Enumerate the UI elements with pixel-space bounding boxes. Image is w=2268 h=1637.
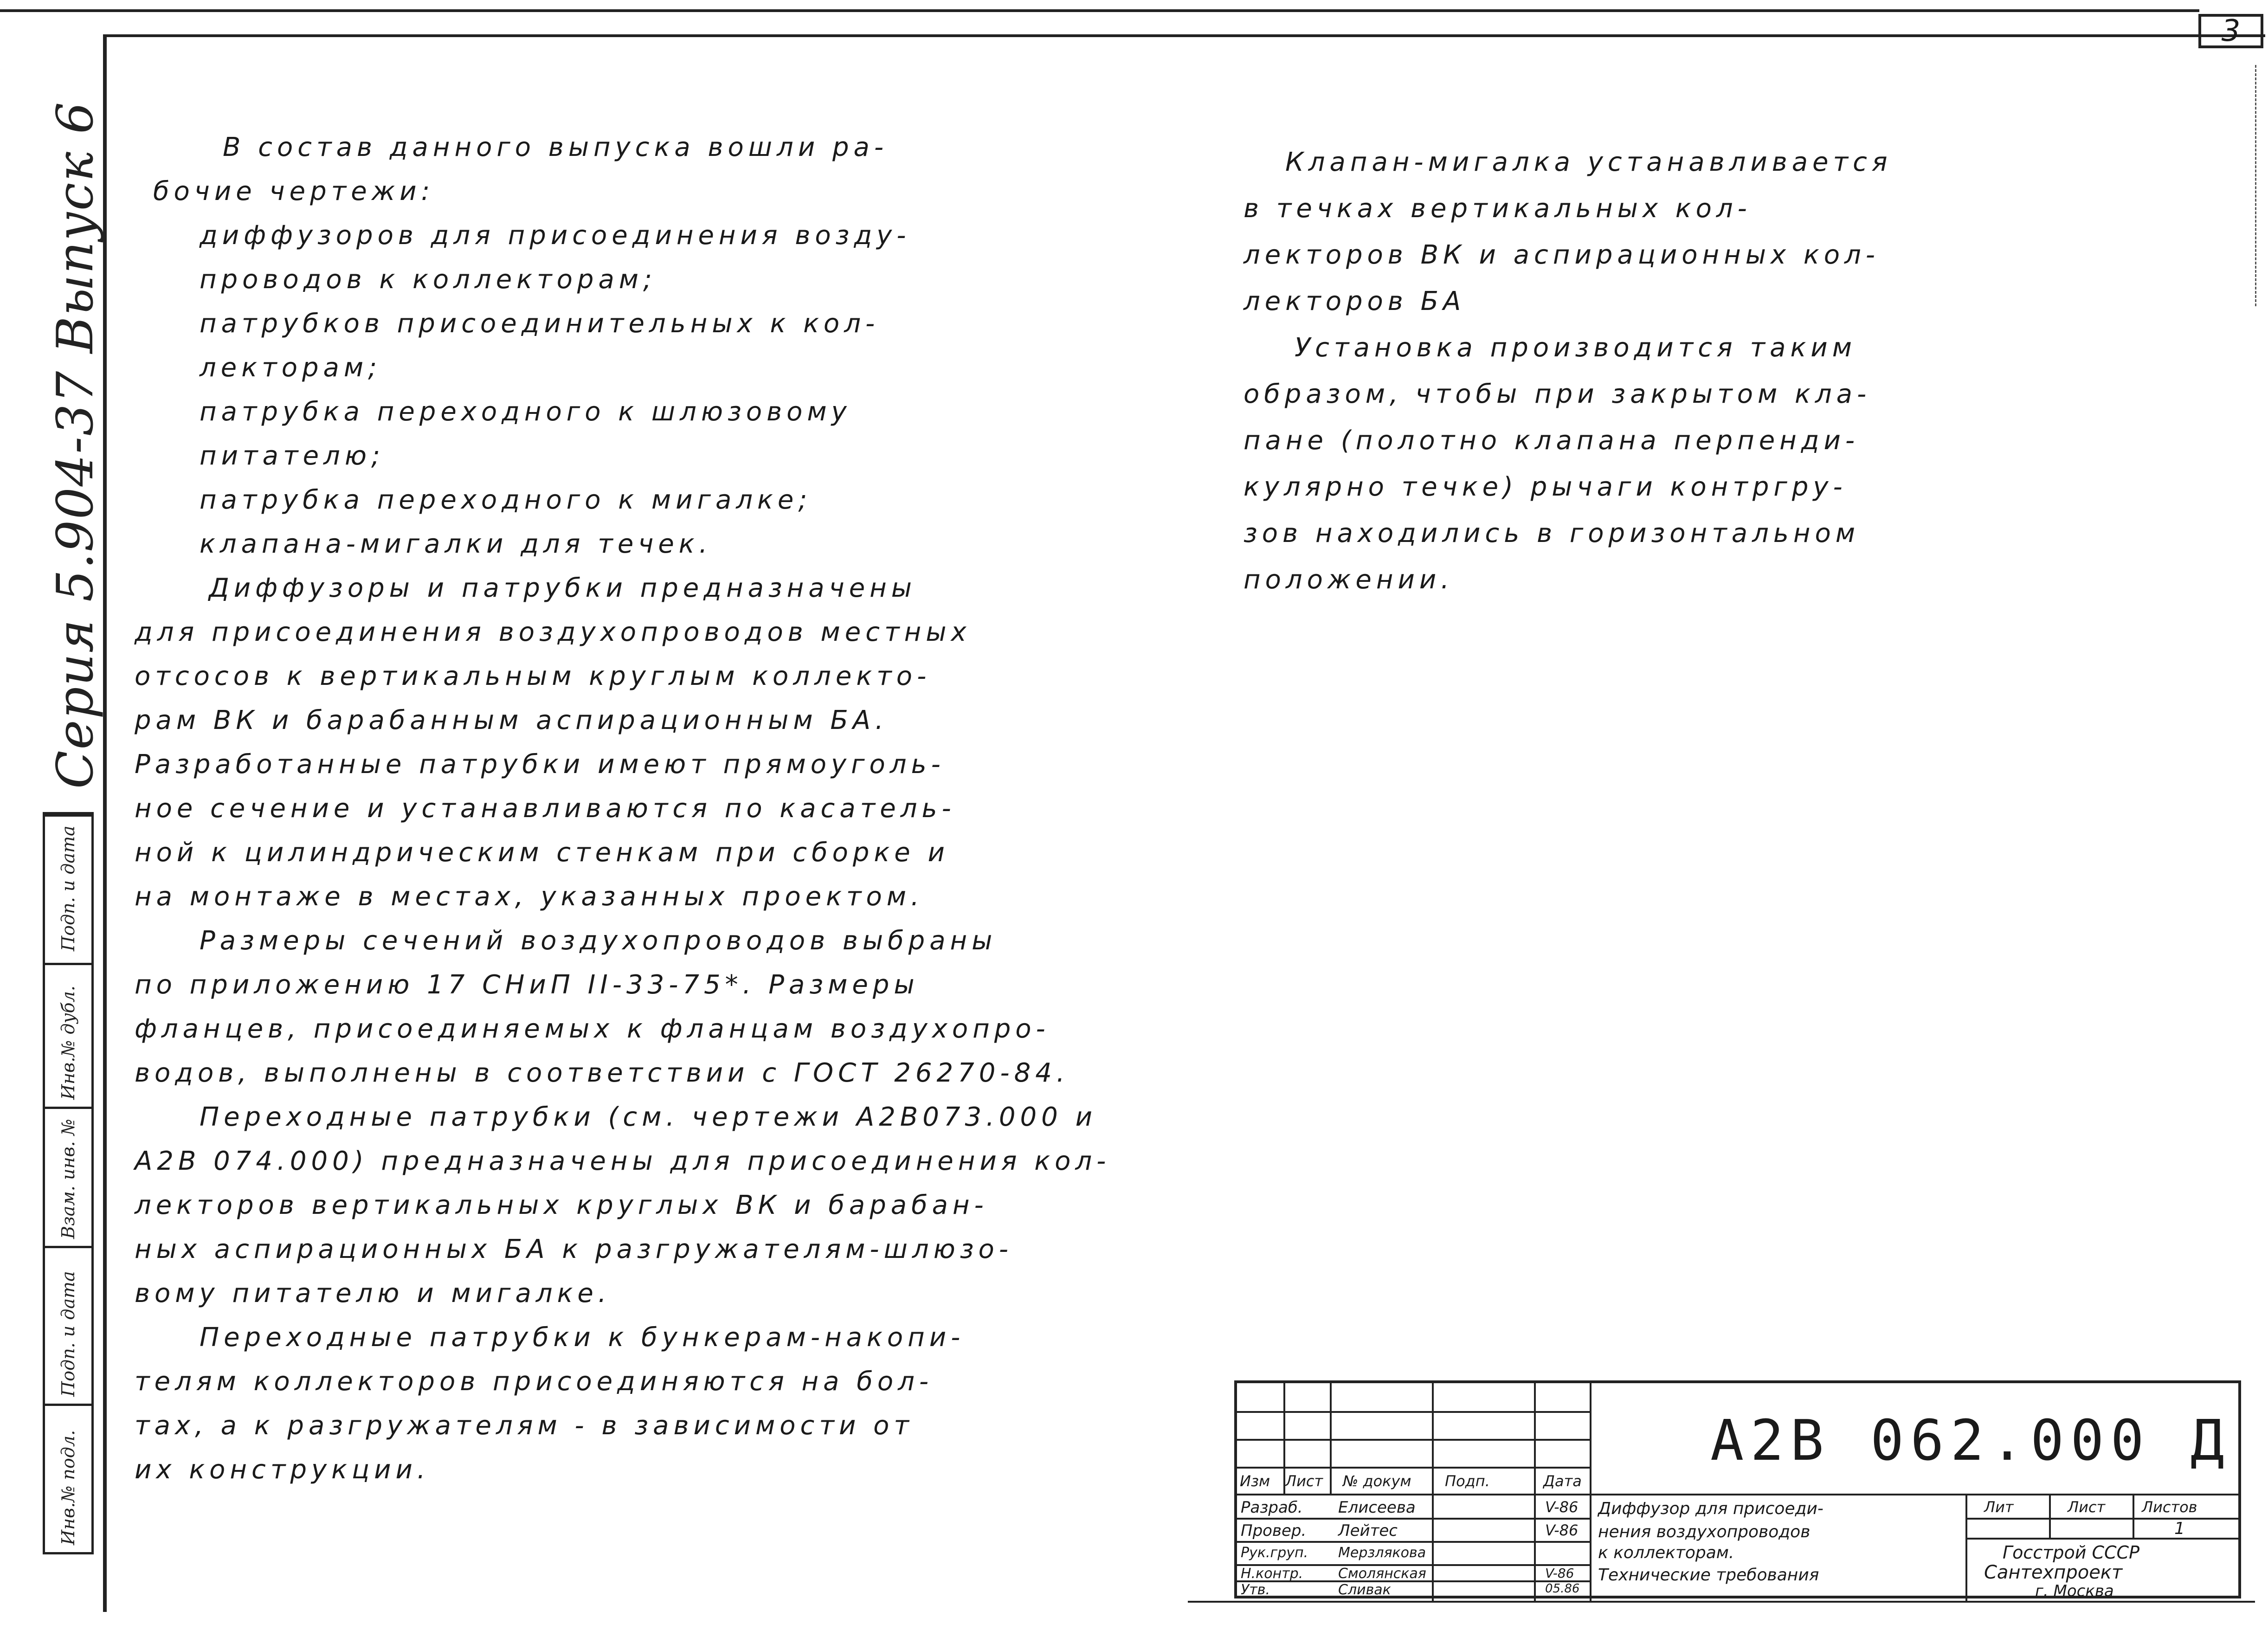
organization-line: Госстрой СССР <box>2003 1542 2140 1563</box>
text-line: образом, чтобы при закрытом кла- <box>1244 379 1871 409</box>
text-line: бочие чертежи: <box>153 176 435 206</box>
right-text-column <box>1244 139 2171 603</box>
text-line: лекторов БА <box>1244 286 1466 316</box>
name-group-lead: Мерзлякова <box>1338 1545 1426 1561</box>
stamp-cell-3 <box>45 1107 91 1246</box>
description-line: нения воздухопроводов <box>1598 1522 1811 1541</box>
text-line: Диффузоры и патрубки предназначены <box>209 573 916 603</box>
date-norm-control: V-86 <box>1545 1566 1574 1581</box>
header-sheets: Листов <box>2142 1498 2197 1516</box>
sheet-top-border <box>0 9 2199 12</box>
text-line: отсосов к вертикальным круглым коллекто- <box>135 661 931 691</box>
role-checker: Провер. <box>1241 1521 1307 1540</box>
text-line: на монтаже в местах, указанных проектом. <box>135 882 924 912</box>
stamp-label: Подп. и дата <box>58 1271 78 1397</box>
text-line: Установка производится таким <box>1295 333 1856 363</box>
name-approver: Сливак <box>1338 1582 1391 1598</box>
description-line: Технические требования <box>1598 1566 1819 1585</box>
sheet-count: 1 <box>2174 1519 2185 1538</box>
text-line: ное сечение и устанавливаются по касатель- <box>135 793 956 824</box>
text-line: проводов к коллекторам; <box>200 264 657 295</box>
left-text-column <box>135 125 1151 1492</box>
text-line: питателю; <box>200 441 385 471</box>
text-line: В состав данного выпуска вошли ра- <box>223 132 889 162</box>
text-line: патрубков присоединительных к кол- <box>200 309 880 339</box>
header-izm: Изм <box>1240 1472 1270 1490</box>
text-line: патрубка переходного к мигалке; <box>200 485 812 515</box>
text-line: водов, выполнены в соответствии с ГОСТ 26270-84. <box>135 1058 1070 1088</box>
text-line: кулярно течке) рычаги контргру- <box>1244 472 1847 502</box>
description-line: Диффузор для присоеди- <box>1598 1499 1823 1518</box>
page-number: 3 <box>2198 14 2263 48</box>
date-developer: V-86 <box>1545 1498 1579 1516</box>
text-line: положении. <box>1244 565 1454 595</box>
header-signature: Подп. <box>1445 1472 1490 1490</box>
role-group-lead: Рук.груп. <box>1241 1545 1308 1561</box>
title-block <box>1234 1380 2241 1598</box>
text-line: Клапан-мигалка устанавливается <box>1285 147 1892 177</box>
text-line: патрубка переходного к шлюзовому <box>200 397 851 427</box>
text-line: пане (полотно клапана перпенди- <box>1244 425 1860 456</box>
name-developer: Елисеева <box>1338 1498 1416 1517</box>
text-line: фланцев, присоединяемых к фланцам воздухопро- <box>135 1014 1050 1044</box>
text-line: вому питателю и мигалке. <box>135 1278 611 1308</box>
series-title: Серия 5.904-37 Выпуск 6 <box>46 101 104 789</box>
stamp-cell-1 <box>45 814 91 963</box>
text-line: для присоединения воздухопроводов местных <box>135 617 971 647</box>
stamp-label: Взам. инв. № <box>58 1119 78 1239</box>
document-code: А2В 062.000 Д <box>1710 1409 2231 1473</box>
text-line: Переходные патрубки (см. чертежи А2В073.000 и <box>200 1102 1097 1132</box>
name-checker: Лейтес <box>1338 1521 1398 1540</box>
organization-line: г. Москва <box>2035 1582 2114 1600</box>
stamp-label: Инв.№ подл. <box>58 1430 78 1545</box>
text-line: ной к цилиндрическим стенкам при сборке и <box>135 838 949 868</box>
text-line: телям коллекторов присоединяются на бол- <box>135 1366 934 1397</box>
stamp-cell-5 <box>45 1404 91 1552</box>
header-doc-number: № докум <box>1343 1472 1411 1490</box>
text-line: Переходные патрубки к бункерам-накопи- <box>200 1322 965 1353</box>
text-line: клапана-мигалки для течек. <box>200 529 712 559</box>
header-sheet: Лист <box>2068 1498 2106 1516</box>
role-developer: Разраб. <box>1241 1498 1303 1517</box>
header-list: Лист <box>1285 1472 1323 1490</box>
text-line: лекторам; <box>200 353 381 383</box>
name-norm-control: Смолянская <box>1338 1566 1426 1582</box>
bottom-rule <box>1188 1601 2255 1603</box>
date-approver: 05.86 <box>1545 1582 1580 1596</box>
text-line: по приложению 17 СНиП II-33-75*. Размеры <box>135 970 919 1000</box>
text-line: диффузоров для присоединения возду- <box>200 220 911 251</box>
text-line: Разработанные патрубки имеют прямоуголь- <box>135 749 945 780</box>
text-line: в течках вертикальных кол- <box>1244 193 1752 224</box>
header-lit: Лит <box>1984 1498 2014 1516</box>
right-edge-marks <box>2255 65 2256 306</box>
date-checker: V-86 <box>1545 1521 1579 1539</box>
text-line: рам ВК и барабанным аспирационным БА. <box>135 705 888 735</box>
stamp-label: Подп. и дата <box>58 825 78 951</box>
stamp-cell-2 <box>45 963 91 1107</box>
role-approver: Утв. <box>1241 1582 1270 1598</box>
text-line: тах, а к разгружателям - в зависимости от <box>135 1411 914 1441</box>
text-line: Размеры сечений воздухопроводов выбраны <box>200 926 997 956</box>
text-line: ных аспирационных БА к разгружателям-шлюзо- <box>135 1234 1013 1264</box>
role-norm-control: Н.контр. <box>1241 1566 1303 1582</box>
stamp-label: Инв.№ дубл. <box>58 986 78 1100</box>
description-line: к коллекторам. <box>1598 1543 1734 1562</box>
organization-line: Сантехпроект <box>1984 1562 2123 1583</box>
header-date: Дата <box>1543 1472 1582 1490</box>
text-line: лекторов ВК и аспирационных кол- <box>1244 240 1880 270</box>
margin-stamp <box>43 812 94 1554</box>
text-line: зов находились в горизонтальном <box>1244 518 1860 548</box>
text-line: их конструкции. <box>135 1455 430 1485</box>
text-line: лекторов вертикальных круглых ВК и барабан- <box>135 1190 988 1220</box>
text-line: А2В 074.000) предназначены для присоединения кол- <box>135 1146 1111 1176</box>
stamp-cell-4 <box>45 1246 91 1404</box>
